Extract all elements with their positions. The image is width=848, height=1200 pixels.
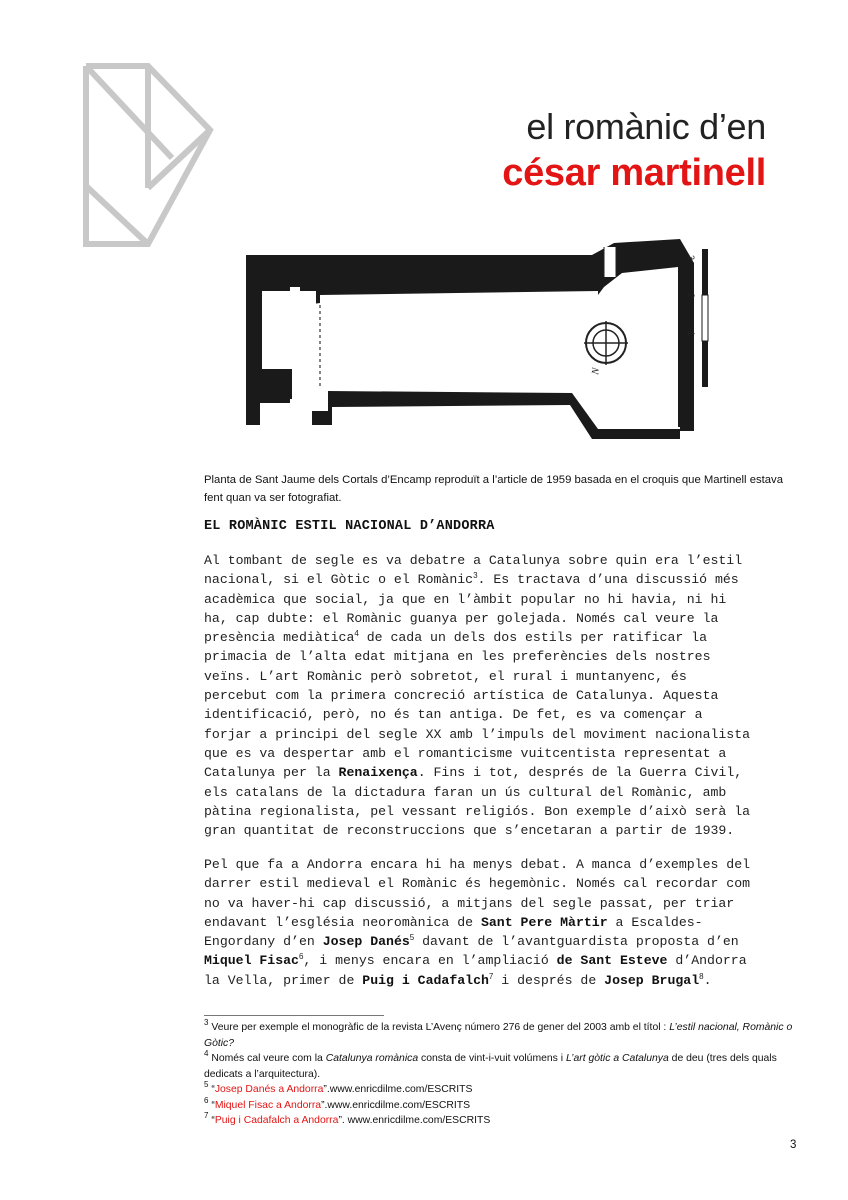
page-number: 3 [790, 1139, 797, 1151]
footnotes [204, 1020, 804, 1129]
p1-line-2: nacional, si el Gòtic o el Romànic [204, 572, 474, 588]
p1-line-1: Al tombant de segle es va debatre a Catalunya sobre quin era l’estil [204, 553, 743, 568]
p1-line-15: gran quantitat de reconstruccions que s’encetaran a partir de 1939. [204, 823, 735, 839]
term-sant-esteve: de Sant Esteve [556, 953, 668, 969]
p1-line-14: pàtina regionalista, pel vessant religiós. Bon exemple d’això serà la [204, 803, 751, 819]
footnote-ref-3: 3 [473, 571, 478, 581]
north-label: N [590, 367, 603, 376]
scale-label-1: 1 [686, 331, 696, 337]
p1-line-6: primacia de l’alta edat mitjana en les preferències dels nostres [204, 649, 711, 665]
header-author: césar martinell [502, 152, 766, 194]
p1-line-12: Catalunya per la [204, 765, 339, 781]
footnote-5: $^5$ “Josep Danés a Andorra”.www.enricdilme.com/ESCRITS [204, 1080, 473, 1095]
section-heading: EL ROMÀNIC ESTIL NACIONAL D’ANDORRA [204, 519, 495, 534]
floor-plan-figure [232, 203, 740, 465]
footnote-5-link[interactable]: Josep Danés a Andorra [214, 1084, 324, 1095]
paragraph-1: Al tombant de segle es va debatre a Catalunya sobre quin era l’estil nacional, si el Gòtic o el Romànic$^3$. Es tractava d’una discussió més acadèmica que social, ja que en l’àmbit popular no hi havia, ni hi ha, cap dubte: el Romànic guanya per golejada. Només cal veure la presència mediàtica$^4$ de cada un dels dos estils per ratificar la primacia de l’alta edat mitjana en les preferències dels nostres veïns. L’art Romànic però sobretot, el rural i muntanyenc, és percebut com la primera concreció artística de Catalunya. Aquesta identificació, però, no és tan antiga. De fet, es va començar a forjar a principi del segle XX amb l’impuls del moviment nacionalista que es va despertar amb el romanticisme vuitcentista representat a Catalunya per la Renaixença. Fins i tot, després de la Guerra Civil, els catalans de la dictadura faran un ús cultural del Romànic, amb pàtina regionalista, pel vessant religiós. Bon exemple d’això serà la gran quantitat de reconstruccions que s’encetaran a partir de 1939. [204, 553, 751, 839]
footnote-ref-6: 6 [298, 952, 304, 962]
p1-line-10: forjar a principi del segle XX amb l’impuls del moviment nacionalista [204, 726, 751, 742]
p1-line-8: percebut com la primera concreció artística de Catalunya. Aquesta [204, 688, 719, 704]
footnote-4: $^4$ Només cal veure com la Catalunya romànica consta de vint-i-vuit volúmens i L’art gòtic a Catalunya de deu (tres dels quals dedicats a l’arquitectura). [204, 1049, 777, 1080]
p1-line-11: que es va despertar amb el romanticisme vuitcentista representat a [204, 745, 727, 761]
scale-label-3: 3 [686, 255, 696, 261]
p1-line-4: ha, cap dubte: el Romànic guanya per golejada. Només cal veure la [204, 610, 719, 626]
p1-line-7: veïns. L’art Romànic però sobretot, el rural i muntanyenc, és [204, 668, 687, 684]
scale-label-2: 2 [686, 293, 696, 299]
logo-graphic [82, 58, 214, 250]
header-title: el romànic d’en [526, 106, 766, 147]
footnote-ref-5: 5 [409, 933, 415, 943]
figure-caption: Planta de Sant Jaume dels Cortals d’Encamp reproduït a l’article de 1959 basada en el croquis que Martinell estava fent quan va ser fotografiat. [204, 474, 783, 504]
term-josep-brugal: Josep Brugal [604, 972, 700, 988]
footnote-ref-8: 8 [699, 971, 704, 981]
term-josep-danes: Josep Danés [322, 934, 410, 950]
footnote-7: $^7$ “Puig i Cadafalch a Andorra”. www.enricdilme.com/ESCRITS [204, 1111, 491, 1126]
footnote-ref-7: 7 [488, 971, 494, 981]
footnote-ref-4: 4 [354, 629, 359, 639]
footnote-3: $^3$ Veure per exemple el monogràfic de la revista L’Avenç número 276 de gener del 2003 amb el títol : L’estil nacional, Romànic o Gòtic? [204, 1018, 793, 1049]
p1-line-5: presència mediàtica [204, 630, 355, 646]
footnote-6-link[interactable]: Miquel Fisac a Andorra [214, 1099, 322, 1111]
p1-line-13: els catalans de la dictadura faran un ús cultural del Romànic, amb [204, 784, 727, 800]
term-renaixenca: Renaixença [338, 765, 418, 781]
term-sant-pere-martir: Sant Pere Màrtir [480, 914, 608, 930]
p1-line-3: acadèmica que social, ja que en l’àmbit popular no hi havia, ni hi [204, 591, 727, 607]
footnote-7-link[interactable]: Puig i Cadafalch a Andorra [214, 1115, 339, 1126]
term-puig-i-cadafalch: Puig i Cadafalch [362, 972, 489, 988]
p1-line-9: identificació, però, no és tan antiga. De fet, es va començar a [204, 707, 703, 723]
footnote-6: $^6$ “Miquel Fisac a Andorra”.www.enricdilme.com/ESCRITS [204, 1095, 471, 1111]
footnote-divider [204, 1015, 384, 1016]
term-miquel-fisac: Miquel Fisac [204, 953, 299, 969]
paragraph-2: Pel que fa a Andorra encara hi ha menys debat. A manca d’exemples del darrer estil medieval el Romànic és hegemònic. Només cal recordar com no va haver-hi cap discussió, a mitjans del segle passat, per triar endavant l’església neoromànica de Sant Pere Màrtir a Escaldes- Engordany d’en Josep Danés$^5$ davant de l’avantguardista proposta d’en Miquel Fisac$^6$, i menys encara en l’ampliació de Sant Esteve d’Andorra la Vella, primer de Puig i Cadafalch$^7$ i després de Josep Brugal$^8$. [204, 857, 751, 988]
